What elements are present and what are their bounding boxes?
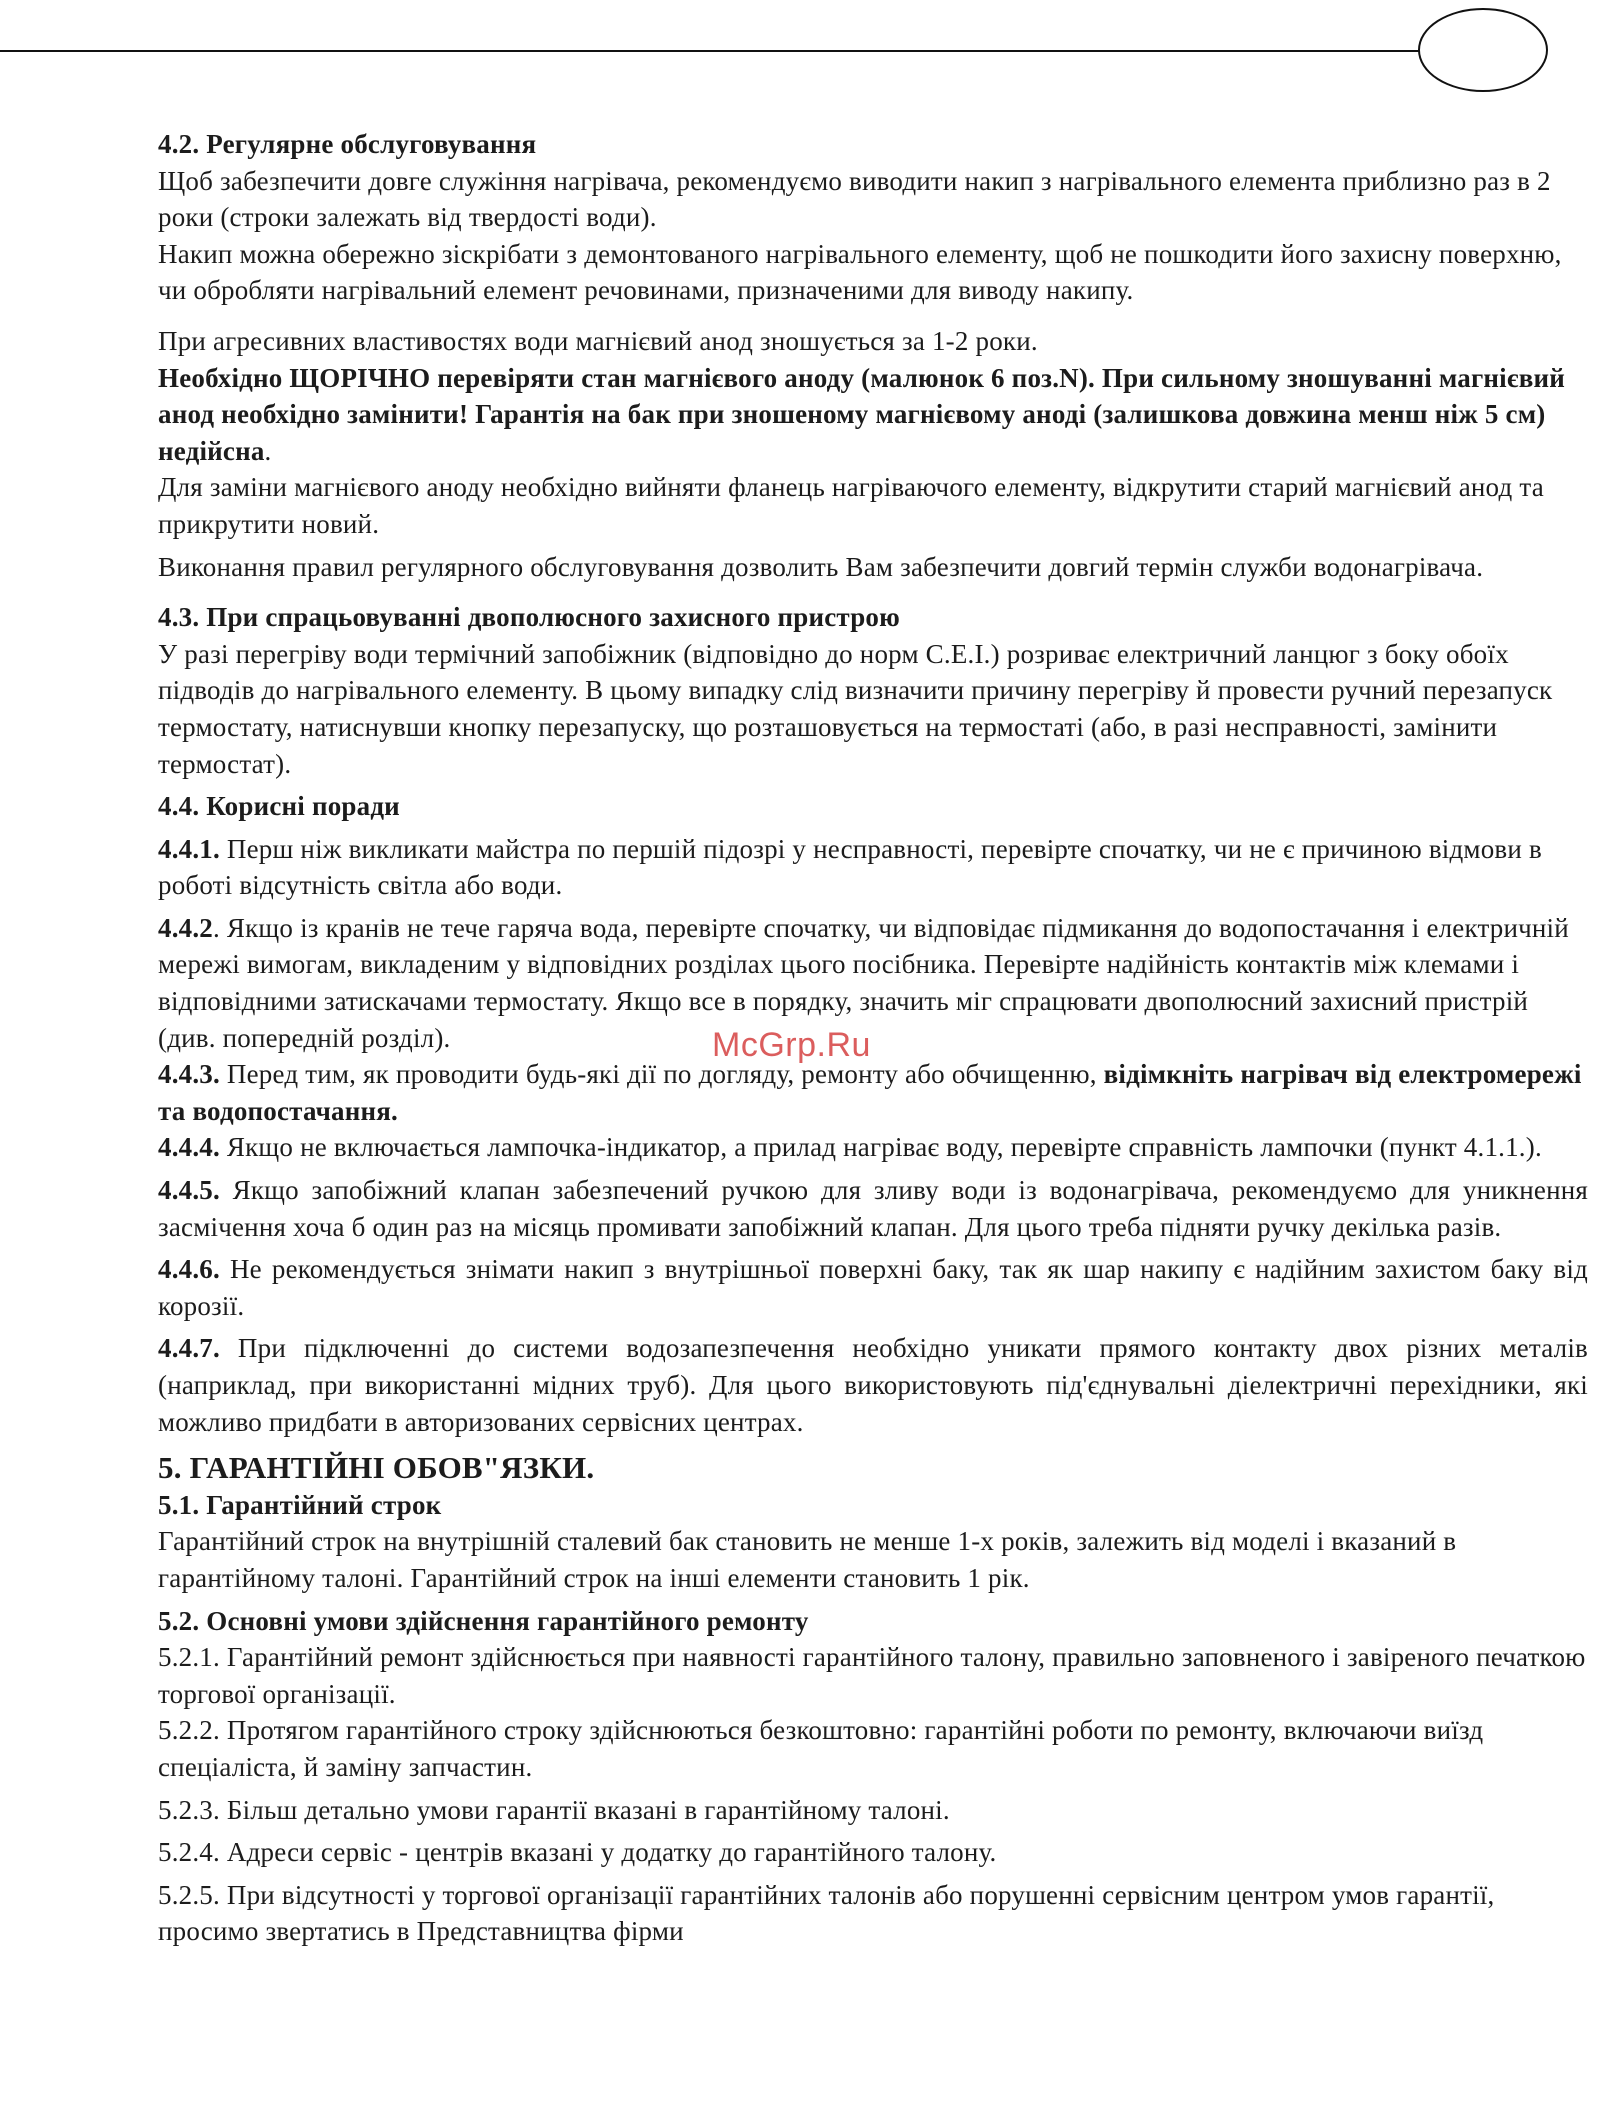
section-4-4-title: 4.4. Корисні поради [158,791,400,822]
list-item: 4.4.3. Перед тим, як проводити будь-які дії по догляду, ремонту або обчищенню, відімкніть нагрівач від електромережі та водопостачання. [158,1059,1582,1126]
list-item: 5.2.5. При відсутності у торгової організації гарантійних талонів або порушенні сервісним центром умов гарантії, просимо звертатись в Представництва фірми [158,1879,1495,1947]
header-rule [0,50,1420,52]
paragraph: При агресивних властивостях води магнієвий анод зношується за 1-2 роки. [158,325,1038,356]
list-item: 5.2.2. Протягом гарантійного строку здійснюються безкоштовно: гарантійні роботи по ремонту, включаючи виїзд спеціаліста, й заміну запчастин. [158,1715,1484,1782]
paragraph: Виконання правил регулярного обслуговування дозволить Вам забезпечити довгий термін служби водонагрівача. [158,551,1484,582]
list-item: 4.4.7. При підключенні до системи водозапезпечення необхідно уникати прямого контакту двох різних металів (наприклад, при використанні мідних труб). Для цього використовують під'єднувальні діелектричні перехідники, які можливо придбати в авторизованих сервісних центрах. [158,1333,1588,1437]
page-number-oval [1418,8,1548,92]
paragraph: Для заміни магнієвого аноду необхідно вийняти фланець нагріваючого елементу, відкрутити старий магнієвий анод та прикрутити новий. [158,472,1544,539]
list-item: 4.4.2. Якщо із кранів не тече гаряча вода, перевірте спочатку, чи відповідає підмикання до водопостачання і електричній мережі вимогам, викладеним у відповідних розділах цього посібника. Перевірте надійність контактів між клемами і відповідними затискачами термостату. Якщо все в порядку, значить міг спрацювати двополюсний захисний пристрій (див. попередній розділ). [158,912,1569,1053]
list-item: 5.2.4. Адреси сервіс - центрів вказані у додатку до гарантійного талону. [158,1837,997,1868]
list-item: 4.4.5. Якщо запобіжний клапан забезпечений ручкою для зливу води із водонагрівача, рекомендуємо для уникнення засмічення хоча б один раз на місяць промивати запобіжний клапан. Для цього треба підняти ручку декілька разів. [158,1175,1588,1242]
warning-text: Необхідно ЩОРІЧНО перевіряти стан магнієвого аноду (малюнок 6 поз.N). При сильному зношуванні магнієвий анод необхідно замінити! Гарантія на бак при зношеному магнієвому аноді (залишкова довжина менш ніж 5 см) недійсна [158,362,1566,466]
paragraph: У разі перегріву води термічний запобіжник (відповідно до норм С.Е.І.) розриває електричний ланцюг з боку обоїх підводів до нагрівального елементу. В цьому випадку слід визначити причину перегріву й провести ручний перезапуск термостату, натиснувши кнопку перезапуску, що розташовується на термостаті (або, в разі несправності, замінити термостат). [158,638,1553,779]
list-item: 5.2.3. Більш детально умови гарантії вказані в гарантійному талоні. [158,1794,950,1825]
paragraph: Накип можна обережно зіскрібати з демонтованого нагрівального елементу, щоб не пошкодити його захисну поверхню, чи обробляти нагрівальний елемент речовинами, призначеними для виводу накипу. [158,238,1562,306]
list-item: 5.2.1. Гарантійний ремонт здійснюється при наявності гарантійного талону, правильно заповненого і завіреного печаткою торгової організації. [158,1642,1586,1709]
list-item: 4.4.1. Перш ніж викликати майстра по першій підозрі у несправності, перевірте спочатку, чи не є причиною відмови в роботі відсутність світла або води. [158,833,1542,901]
watermark: McGrp.Ru [712,1026,871,1064]
paragraph: Гарантійний строк на внутрішній сталевий бак становить не менше 1-х років, залежить від моделі і вказаний в гарантійному талоні. Гарантійний строк на інші елементи становить 1 рік. [158,1526,1457,1593]
section-5-2-title: 5.2. Основні умови здійснення гарантійного ремонту [158,1605,809,1636]
list-item: 4.4.4. Якщо не включається лампочка-індикатор, а прилад нагріває воду, перевірте справність лампочки (пункт 4.1.1.). [158,1132,1542,1163]
section-5-title: 5. ГАРАНТІЙНІ ОБОВ"ЯЗКИ. [158,1450,595,1486]
paragraph-warning: Необхідно ЩОРІЧНО перевіряти стан магнієвого аноду (малюнок 6 поз.N). При сильному зношуванні магнієвий анод необхідно замінити! Гарантія на бак при зношеному магнієвому аноді (залишкова довжина менш ніж 5 см) недійсна. [158,362,1566,466]
list-item: 4.4.6. Не рекомендується знімати накип з внутрішньої поверхні баку, так як шар накипу є надійним захистом баку від корозії. [158,1254,1588,1321]
section-4-2-title: 4.2. Регулярне обслуговування [158,129,537,159]
document-body [158,126,1588,1950]
section-4-3-title: 4.3. При спрацьовуванні двополюсного захисного пристрою [158,602,900,633]
section-5-1-title: 5.1. Гарантійний строк [158,1489,442,1520]
paragraph: Щоб забезпечити довге служіння нагрівача, рекомендуємо виводити накип з нагрівального елемента приблизно раз в 2 роки (строки залежать від твердості води). [158,165,1551,233]
